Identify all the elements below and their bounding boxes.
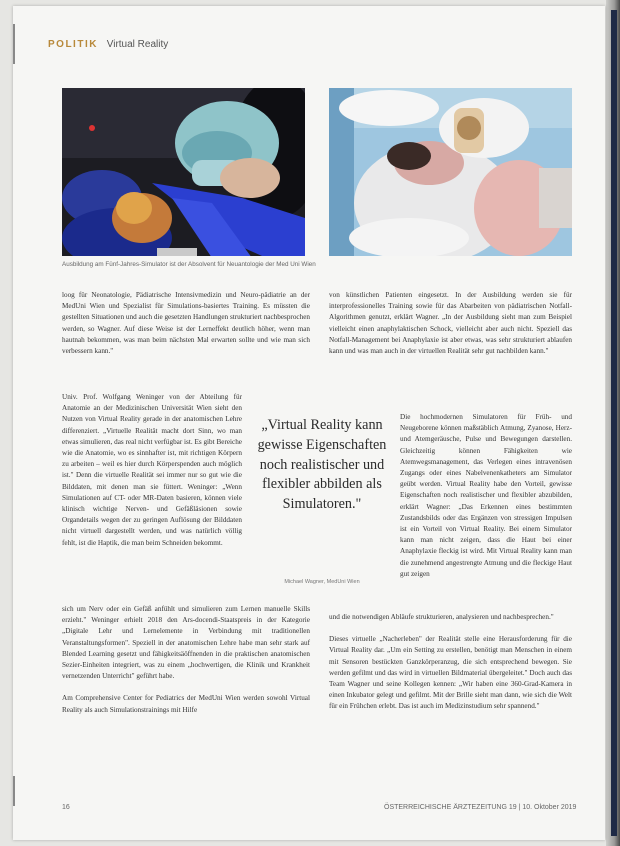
- photo-caption: Ausbildung am Fünf-Jahres-Simulator ist der Absolvent für Neuantologie der Med Uni Wien: [62, 261, 316, 268]
- column-right-top: [329, 290, 572, 368]
- pull-quote: „Virtual Reality kann gewisse Eigenschaften noch realistischer und flexibler abbilden als Simulatoren.": [257, 417, 387, 513]
- column-left-mid: [62, 392, 242, 560]
- margin-rule: [13, 24, 15, 64]
- margin-rule: [13, 776, 15, 806]
- column-right-bottom: [329, 612, 572, 724]
- photo-surgeons: [62, 88, 305, 256]
- paragraph: Die hochmodernen Simulatoren für Früh- und Neugeborene können maßstäblich Atmung, Zyanose, Herz- und Atemgeräusche, Pulse und Bewegungen darstellen. Gleichzeitig können Fähigkeiten wie Atemwegsmanagement, das Verlegen eines intravenösen Zugangs oder eines Nabelvenenkatheters am Simulator geübt werden. Virtual Reality habe den Vorteil, gewisse Eigenschaften noch realistischer und flexibler abzubilden, erklärt Wagner: „Das Erkennen eines bestimmten Zustandsbilds oder das Ergänzen von stressigen Impulsen ist ein Vorteil von Virtual Reality. Bei einem Simulator kann man nicht zeigen, dass die Haut bei einer Anaphylaxie fleckig ist wird. Mit Virtual Reality kann man die zunehmend angestrengte Atmung und die fleckige Haut gut zeigen: [400, 413, 572, 578]
- paragraph: Dieses virtuelle „Nacherleben" der Realität stelle eine Herausforderung für die Virtual Reality dar. „Um ein Setting zu erstellen, benötigt man Menschen in einem mit Sensoren bestückten Ganzkörperanzug, die sich entsprechend bewegen. Sie werden gefilmt und das wird in virtuellen Bildmaterial übergeleitet." Doch auch das Team Wagner und seine Kollegen kennen: „Wir haben eine 360-Grad-Kamera in einen Inkubator gelegt und gefilmt. Mit der Brille sieht man dann, wie sich die Welt für ein Frühchen erlebt. Das ist auch im Medizinstudium sehr spannend.": [329, 635, 572, 711]
- paragraph: sich um Nerv oder ein Gefäß anfühlt und simulieren zum Lernen manuelle Skills erzieht." Weninger erhielt 2018 den Ars-docendi-Staatspreis in der Kategorie „Digitale Lehr und Lernelemente in Verbindung mit traditionellen Veranstaltungsformen". Speziell in der anatomischen Lehre habe man sehr stark auf Blended Learning gesetzt und fähigkeitsäöffnenden in die praktischen anatomischen Sezier-Einheiten integriert, was zu einem „hochwertigen, die Klinik und Krankheit vernetzenden Unterricht" geführt habe.: [62, 605, 310, 681]
- paragraph: Am Comprehensive Center for Pediatrics der MedUni Wien werden sowohl Virtual Reality als auch Simulationstrainings mit Hilfe: [62, 694, 310, 714]
- column-left-bottom: [62, 604, 310, 727]
- subsection-label: Virtual Reality: [106, 39, 169, 50]
- paragraph: loog für Neonatologie, Pädiatrische Intensivmedizin und Neuro-pädiatrie an der MedUni Wien und Spezialist für Simulations-basiertes Training. Es müssten die gestellten Situationen und auch die gesetzten Handlungen strukturiert nachbesprochen werden, so Wagner. Auf diese Weise ist der Lerneffekt deutlich höher, wenn man hautnah bekommen, was man beim nächsten Mal erwarten sollte und wie man sich verbessern kann.": [62, 291, 310, 356]
- quote-author: Michael Wagner, MedUni Wien: [284, 579, 360, 585]
- column-right-mid: [400, 412, 572, 591]
- paragraph: Univ. Prof. Wolfgang Weninger von der Abteilung für Anatomie an der Medizinischen Universität Wien sieht den Nutzen von Virtual Reality gerade in der anatomischen Lehre differenziert. „Virtuelle Realität macht dort Sinn, wo man etwas simulieren, das real nicht verfügbar ist. Es gibt Bereiche wie die Anatomie, wo es sinnhafter ist, mit richtigen Körpern zu arbeiten – weil es hier durch Körperspenden auch möglich ist." Denn die virtuelle Realität sei immer nur so gut wie die Bilddaten, mit denen man sie füttert. Weninger: „Wenn Simulationen auf CT- oder MR-Daten basieren, können viele klinisch wichtige Nerven- und Gefäßläsionen sowie Organdetails wegen der zu geringen Auflösung der Bilddaten nicht virtuell dargestellt werden, und was natürlich völlig fehlt, ist die Haptik, die man beim Schneiden bekommt.: [62, 393, 242, 547]
- column-left-top: [62, 290, 310, 368]
- section-label: POLITIK: [48, 39, 98, 50]
- page-number: 16: [62, 804, 70, 811]
- next-page-edge: [611, 10, 617, 836]
- paragraph: und die notwendigen Abläufe strukturieren, analysieren und nachbesprechen.": [329, 613, 554, 621]
- section-header: [48, 39, 168, 50]
- paragraph: von künstlichen Patienten eingesetzt. In der Ausbildung werden sie für interprofessionelles Training sowie für das Abarbeiten von pädiatrischen Notfall-Algorithmen genutzt, erklärt Wagner. „In der Ausbildung sieht man zum Beispiel vielleicht einen anaphylaktischen Schock, vielleicht aber auch nicht. Speziell das Notfall-Management bei Anaphylaxie ist aber etwas, was sehr strukturiert ablaufen kann und was man auch in der virtuellen Realität sehr gut nachbilden kann.": [329, 291, 572, 356]
- photo-newborn-simulator: [329, 88, 572, 256]
- journal-footer: ÖSTERREICHISCHE ÄRZTEZEITUNG 19 | 10. Oktober 2019: [384, 804, 577, 811]
